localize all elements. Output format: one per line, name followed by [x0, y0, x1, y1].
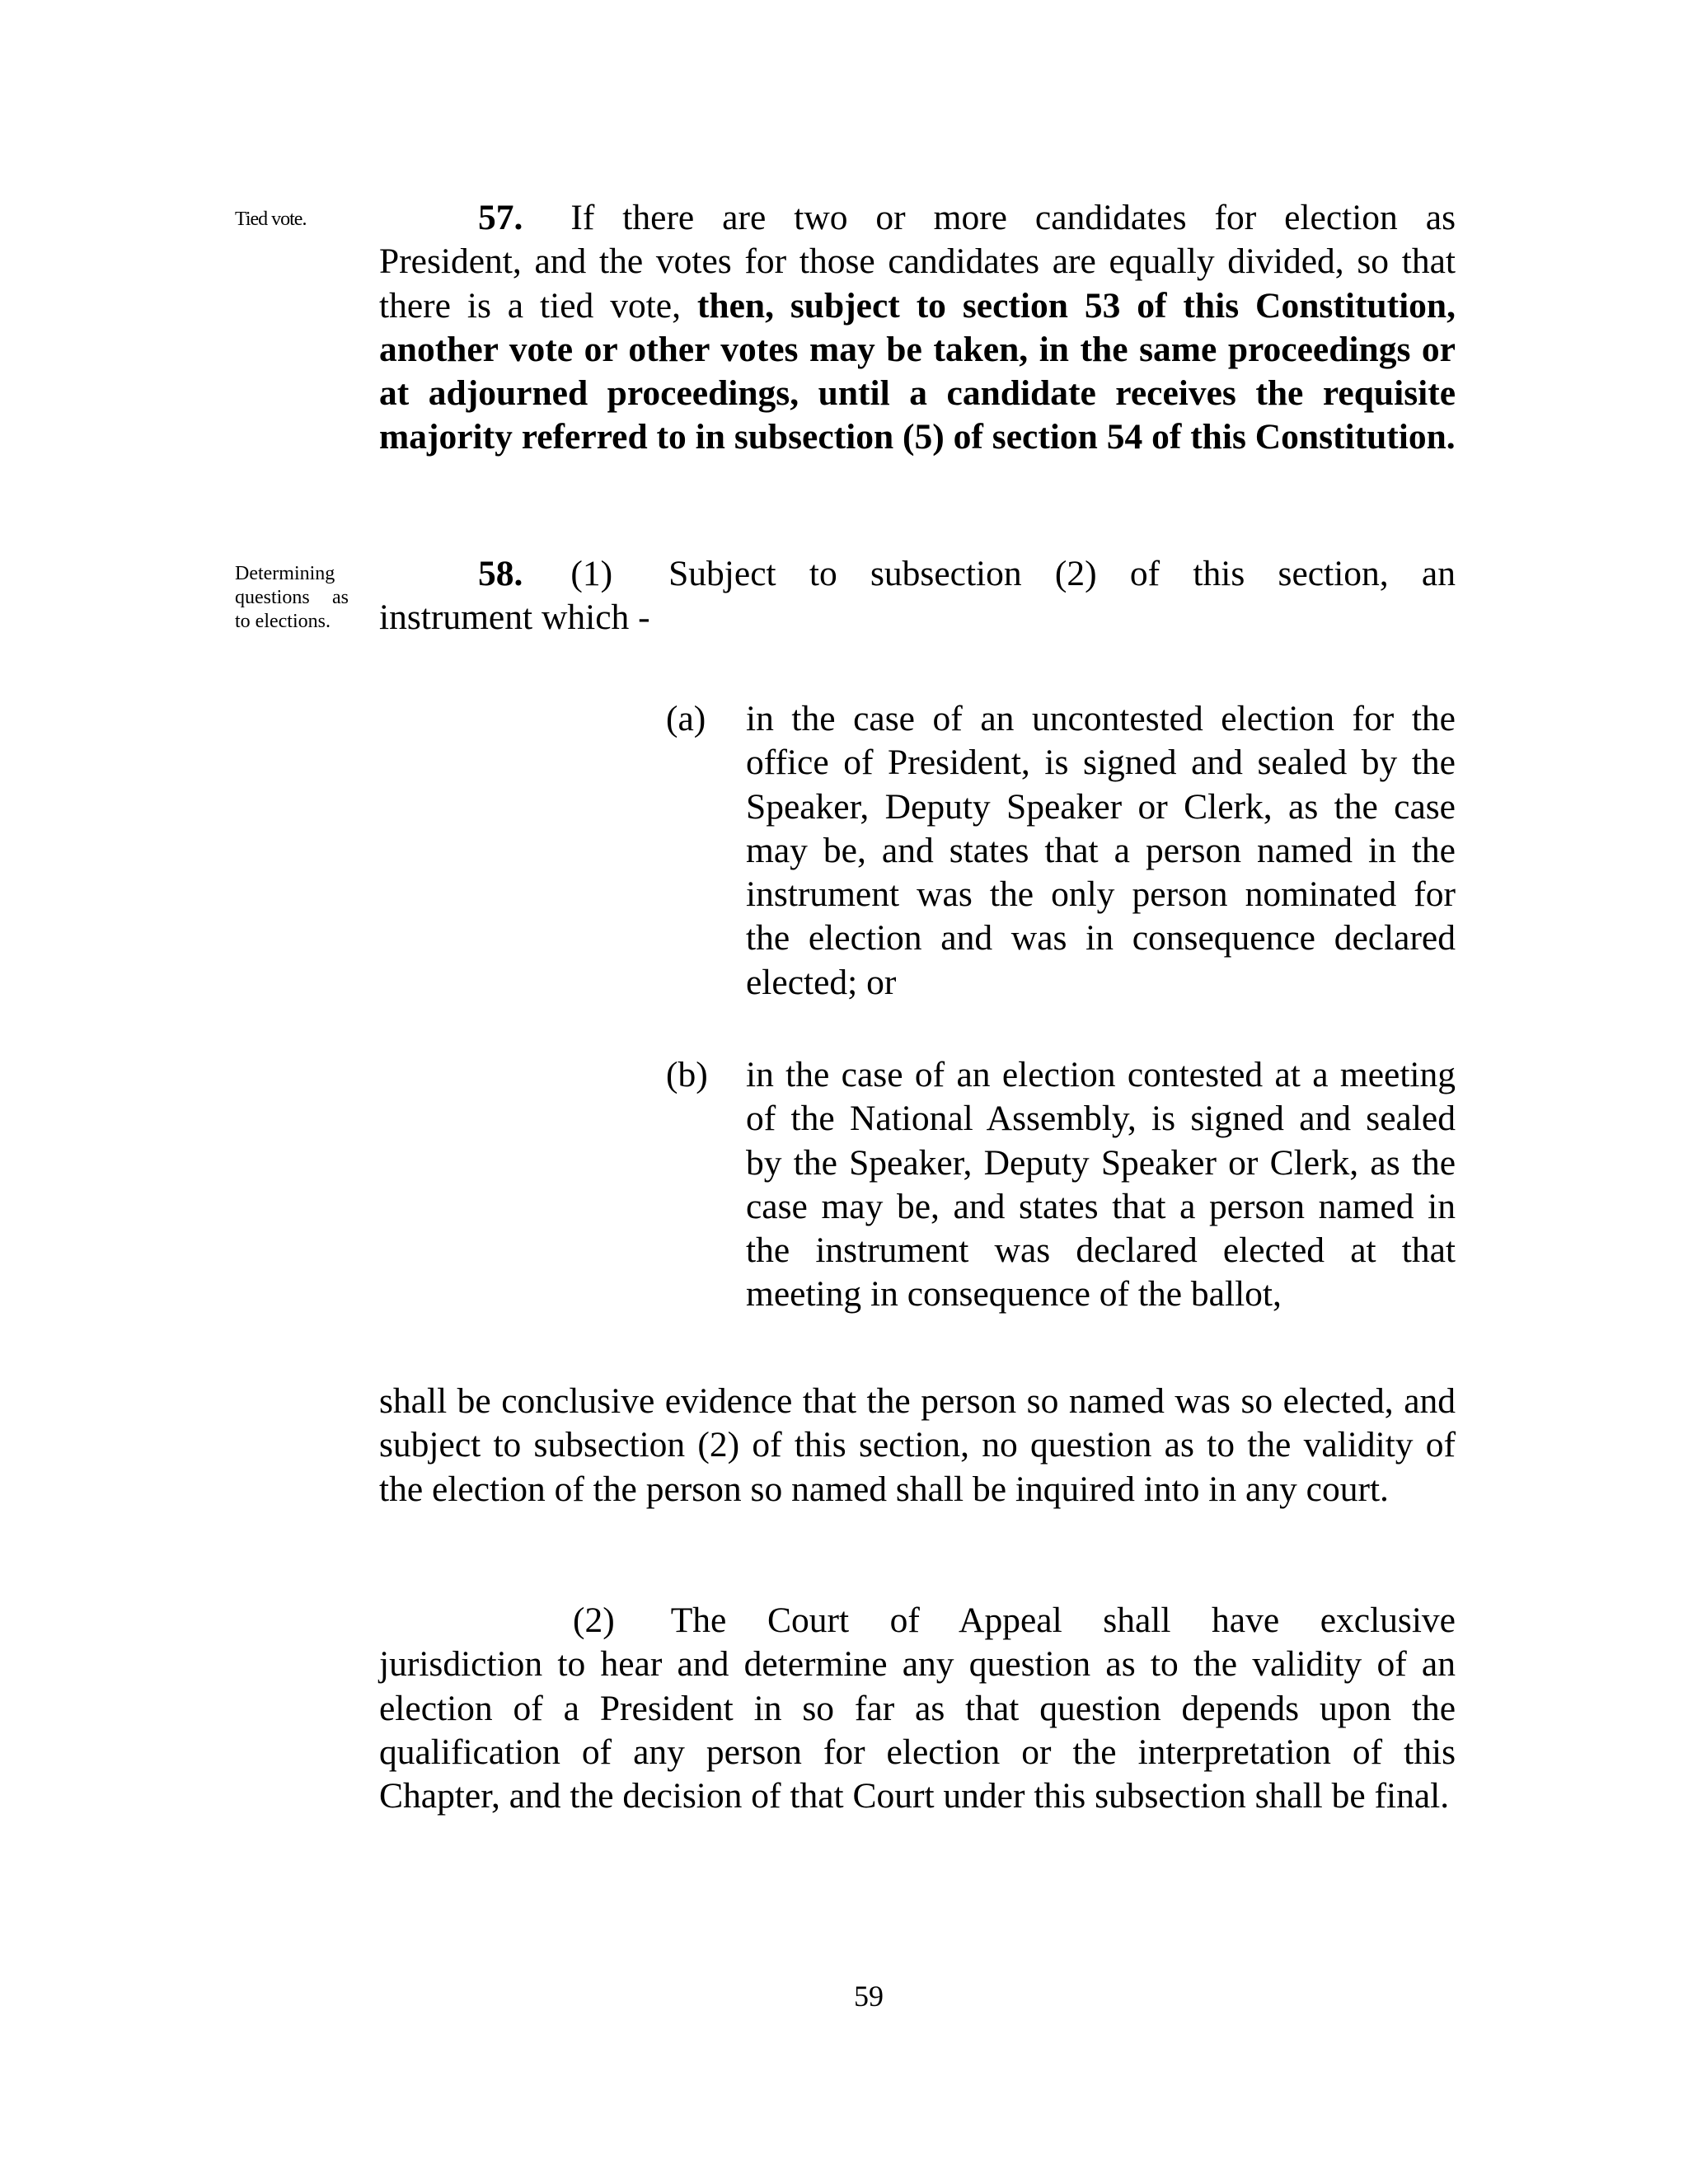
- section-58-first-line: [379, 552, 1456, 596]
- section-58-intro: [379, 552, 1456, 640]
- section-58-continuation: instrument which -: [379, 598, 650, 638]
- section-57-first-line: [379, 196, 1456, 240]
- item-a-text: in the case of an uncontested election for the office of President, is signed and sealed by the Speaker, Deputy Speaker or Clerk, as the case may be, and states that a person named in the instrument was the only person nominated for the election and was in consequence declared elected; or: [746, 699, 1456, 1002]
- subsection-2-rest: jurisdiction to hear and determine any question as to the validity of an election of a President in so far as that question depends upon the qualification of any person for election or the interpretation of this Chapter, and the decision of that Court under this subsection shall be final.: [379, 1644, 1456, 1816]
- section-57-number: 57.: [478, 198, 523, 237]
- subsection-2-opening: The Court of Appeal shall have exclusive: [670, 1601, 1456, 1640]
- page-number: 59: [854, 1980, 884, 2013]
- section-58-opening: Subject to subsection (2) of this section, an: [668, 554, 1456, 593]
- item-a-label: (a): [666, 699, 706, 738]
- section-58-number: 58.: [478, 554, 523, 593]
- section-58-conclusion: shall be conclusive evidence that the person so named was so elected, and subject to subsection (2) of this section, no question as to the validity of the election of the person so named shall be inquired into in any court.: [379, 1381, 1456, 1509]
- subsection-2: [379, 1599, 1456, 1818]
- section-57-bold-text: then, subject to section 53 of this Constitution, another vote or other votes may be taken, in the same proceedings or at adjourned proceedings, until a candidate receives the requisite majority referred to in subsection (5) of section 54 of this Constitution.: [379, 285, 1456, 457]
- subsection-1-label: (1): [570, 554, 613, 593]
- subsection-2-first-line: [379, 1599, 1456, 1643]
- margin-note-tied-vote: Tied vote.: [235, 209, 307, 230]
- item-b-text: in the case of an election contested at a meeting of the National Assembly, is signed and sealed by the Speaker, Deputy Speaker or Clerk, as the case may be, and states that a person named in the instrument was declared elected at that meeting in consequence of the ballot,: [746, 1055, 1456, 1315]
- subsection-2-label: (2): [573, 1601, 615, 1640]
- item-b-label: (b): [666, 1055, 708, 1094]
- section-57-opening: If there are two or more candidates for election as: [570, 198, 1456, 237]
- margin-note-determining-questions: Determining questions as to elections.: [235, 563, 349, 632]
- section-57-plain-text: President, and the votes for those candidates are equally divided, so that there is a tied vote,: [379, 241, 1456, 326]
- section-57: [379, 196, 1456, 460]
